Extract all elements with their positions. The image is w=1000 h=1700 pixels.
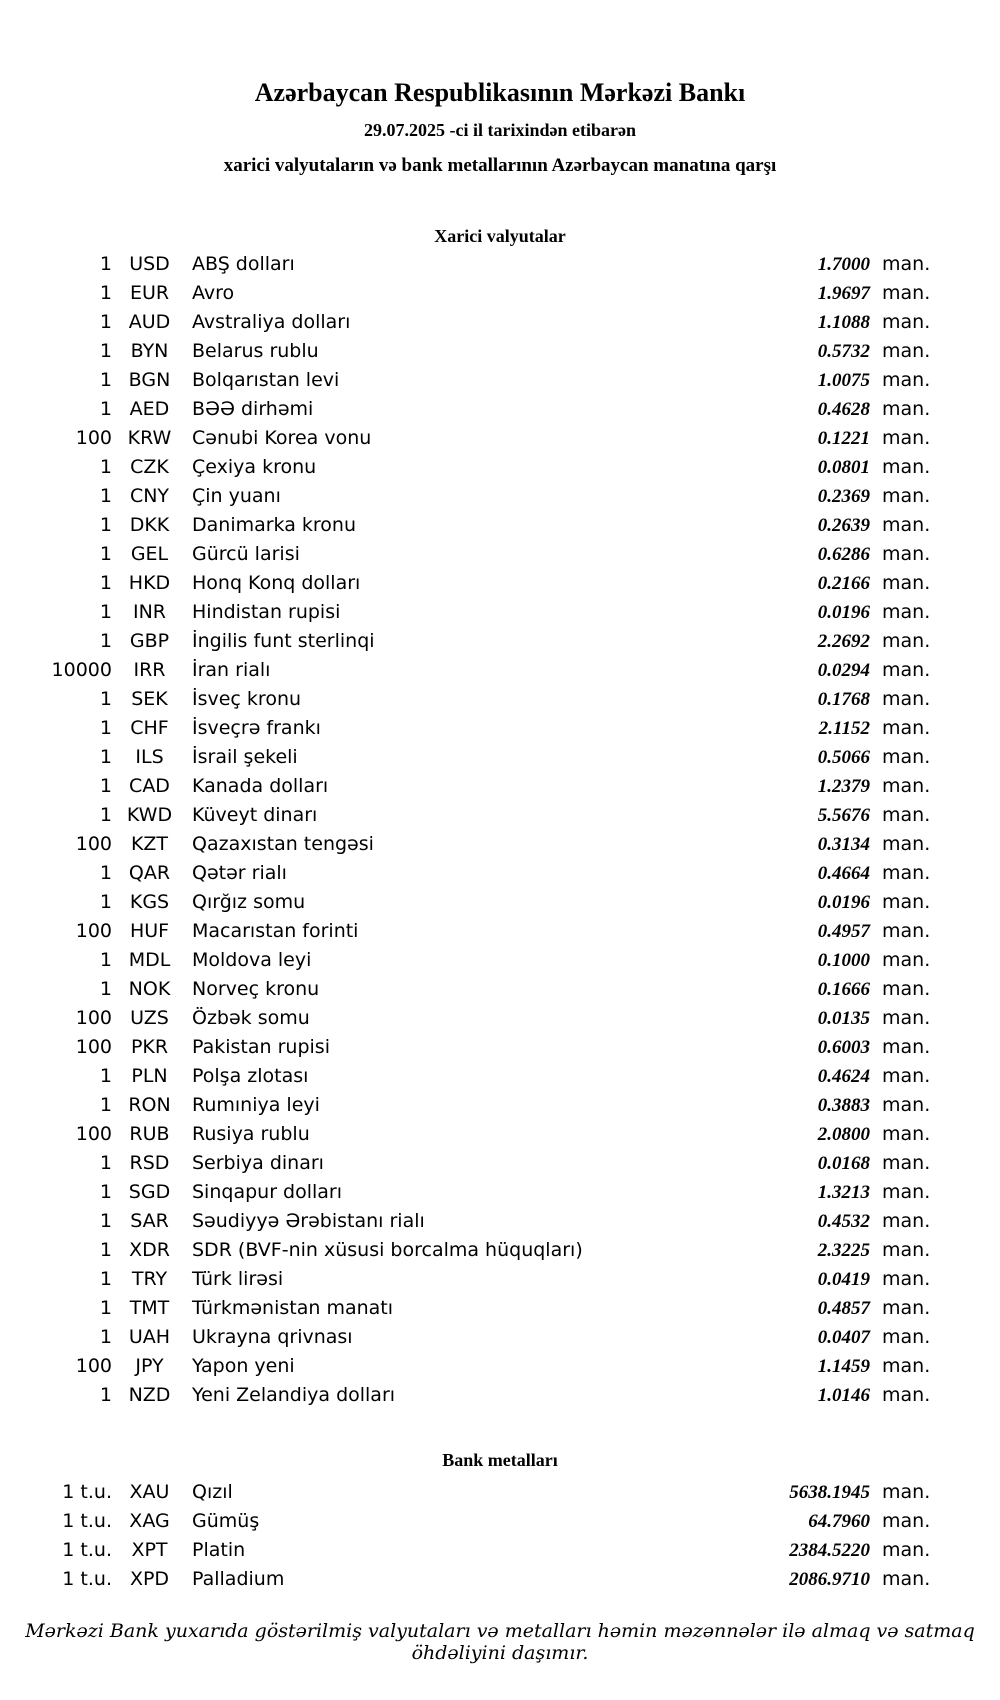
row-currency-name: Danimarka kronu [192, 514, 357, 536]
row-currency-name: Palladium [192, 1568, 285, 1590]
row-quantity: 10000 [51, 659, 112, 681]
row-currency-code: KGS [129, 891, 170, 913]
row-currency-code: RON [128, 1094, 171, 1116]
rate-row [0, 1565, 1000, 1594]
row-currency-name: Polşa zlotası [192, 1065, 309, 1087]
row-rate-value: 0.1666 [817, 979, 870, 1000]
row-currency-code: DKK [129, 514, 170, 536]
row-currency-name: Çin yuanı [192, 485, 281, 507]
row-currency-name: Özbək somu [192, 1007, 310, 1029]
row-quantity: 1 [99, 1297, 112, 1319]
row-quantity: 100 [75, 833, 112, 855]
row-currency-code: BGN [128, 369, 171, 391]
row-rate-value: 2.3225 [817, 1240, 870, 1261]
row-rate-value: 1.1459 [817, 1356, 870, 1377]
row-rate-value: 0.3883 [817, 1095, 870, 1116]
row-rate-value: 0.0294 [817, 660, 870, 681]
row-currency-name: İran rialı [192, 659, 271, 681]
row-rate-unit: man. [882, 775, 931, 797]
row-quantity: 1 [99, 1326, 112, 1348]
row-quantity: 1 [99, 369, 112, 391]
row-quantity: 1 [99, 572, 112, 594]
row-quantity: 1 [99, 1239, 112, 1261]
row-quantity: 1 t.u. [62, 1568, 112, 1590]
row-rate-unit: man. [882, 1094, 931, 1116]
row-currency-name: İsveç kronu [192, 688, 302, 710]
row-rate-value: 0.0407 [817, 1327, 870, 1348]
row-currency-code: IRR [133, 659, 166, 681]
row-currency-name: Rumıniya leyi [192, 1094, 320, 1116]
row-quantity: 1 [99, 688, 112, 710]
rate-row [0, 1149, 1000, 1178]
row-rate-unit: man. [882, 1181, 931, 1203]
row-rate-value: 1.3213 [817, 1182, 870, 1203]
row-quantity: 1 [99, 862, 112, 884]
row-rate-value: 2.0800 [817, 1124, 870, 1145]
row-currency-name: Qətər rialı [192, 862, 287, 884]
rate-row [0, 279, 1000, 308]
row-quantity: 1 [99, 311, 112, 333]
row-quantity: 1 [99, 1181, 112, 1203]
row-quantity: 1 [99, 514, 112, 536]
row-currency-name: Avro [192, 282, 235, 304]
row-quantity: 1 [99, 340, 112, 362]
row-rate-value: 0.2639 [817, 515, 870, 536]
disclaimer-text: Mərkəzi Bank yuxarıda göstərilmiş valyutaları və metalları həmin məzənnələr ilə almaq və satmaq öhdəliyini daşımır. [25, 1620, 975, 1664]
row-rate-unit: man. [882, 862, 931, 884]
row-rate-unit: man. [882, 1568, 931, 1590]
row-currency-code: MDL [128, 949, 171, 971]
row-currency-name: BƏƏ dirhəmi [192, 398, 314, 420]
row-quantity: 1 [99, 398, 112, 420]
row-rate-unit: man. [882, 688, 931, 710]
row-quantity: 100 [75, 1123, 112, 1145]
row-rate-value: 1.0075 [817, 370, 870, 391]
row-rate-unit: man. [882, 833, 931, 855]
row-quantity: 1 [99, 1210, 112, 1232]
rate-row [0, 975, 1000, 1004]
row-rate-unit: man. [882, 485, 931, 507]
rate-row [0, 598, 1000, 627]
row-rate-value: 0.0196 [817, 892, 870, 913]
row-rate-value: 0.4532 [817, 1211, 870, 1232]
row-rate-unit: man. [882, 891, 931, 913]
row-currency-name: Türkmənistan manatı [192, 1297, 394, 1319]
row-currency-code: HKD [128, 572, 171, 594]
row-currency-name: Qırğız somu [192, 891, 306, 913]
row-rate-unit: man. [882, 543, 931, 565]
row-rate-unit: man. [882, 746, 931, 768]
row-quantity: 1 [99, 978, 112, 1000]
row-currency-code: SEK [131, 688, 168, 710]
row-rate-value: 0.2166 [817, 573, 870, 594]
row-rate-unit: man. [882, 601, 931, 623]
row-currency-code: GEL [130, 543, 169, 565]
row-currency-code: UAH [128, 1326, 171, 1348]
row-currency-name: Ukrayna qrivnası [192, 1326, 353, 1348]
row-currency-code: XAG [129, 1510, 170, 1532]
rate-row [0, 830, 1000, 859]
row-quantity: 1 [99, 630, 112, 652]
row-currency-code: TRY [131, 1268, 168, 1290]
row-quantity: 100 [75, 1036, 112, 1058]
row-currency-code: CNY [129, 485, 170, 507]
row-currency-name: Bolqarıstan levi [192, 369, 340, 391]
row-currency-code: USD [129, 253, 170, 275]
row-currency-name: Moldova leyi [192, 949, 312, 971]
row-quantity: 1 [99, 746, 112, 768]
currencies-table [0, 250, 1000, 1410]
row-currency-code: GBP [129, 630, 170, 652]
rate-row [0, 511, 1000, 540]
row-currency-code: SGD [128, 1181, 171, 1203]
row-currency-name: Cənubi Korea vonu [192, 427, 372, 449]
rate-row [0, 917, 1000, 946]
row-rate-unit: man. [882, 1210, 931, 1232]
row-rate-unit: man. [882, 630, 931, 652]
row-rate-unit: man. [882, 1036, 931, 1058]
row-quantity: 1 [99, 601, 112, 623]
row-rate-value: 0.1768 [817, 689, 870, 710]
row-rate-unit: man. [882, 659, 931, 681]
rate-row [0, 308, 1000, 337]
row-rate-value: 5638.1945 [789, 1482, 870, 1503]
row-quantity: 1 [99, 775, 112, 797]
rate-row [0, 772, 1000, 801]
row-quantity: 1 [99, 891, 112, 913]
row-currency-name: Qazaxıstan tengəsi [192, 833, 374, 855]
row-rate-value: 0.0135 [817, 1008, 870, 1029]
row-rate-value: 64.7960 [808, 1511, 870, 1532]
row-currency-name: Türk lirəsi [192, 1268, 284, 1290]
rate-row [0, 1207, 1000, 1236]
row-currency-name: Sinqapur dolları [192, 1181, 343, 1203]
rate-row [0, 540, 1000, 569]
row-rate-value: 0.3134 [817, 834, 870, 855]
rate-row [0, 627, 1000, 656]
row-rate-value: 0.5732 [817, 341, 870, 362]
row-rate-value: 1.9697 [817, 283, 870, 304]
row-quantity: 1 [99, 456, 112, 478]
row-quantity: 1 [99, 949, 112, 971]
row-quantity: 1 [99, 485, 112, 507]
row-rate-value: 0.4957 [817, 921, 870, 942]
row-quantity: 1 [99, 1065, 112, 1087]
row-rate-unit: man. [882, 804, 931, 826]
row-currency-name: İsrail şekeli [192, 746, 298, 768]
row-currency-name: Pakistan rupisi [192, 1036, 330, 1058]
row-rate-unit: man. [882, 282, 931, 304]
rate-row [0, 859, 1000, 888]
row-currency-code: EUR [129, 282, 170, 304]
row-rate-value: 5.5676 [817, 805, 870, 826]
row-currency-code: XDR [129, 1239, 170, 1261]
row-quantity: 1 [99, 253, 112, 275]
row-rate-unit: man. [882, 1510, 931, 1532]
row-currency-name: Hindistan rupisi [192, 601, 341, 623]
row-rate-value: 1.7000 [817, 254, 870, 275]
rate-row [0, 1507, 1000, 1536]
row-currency-name: İsveçrə frankı [192, 717, 321, 739]
row-rate-unit: man. [882, 311, 931, 333]
row-rate-unit: man. [882, 1384, 931, 1406]
rate-row [0, 1004, 1000, 1033]
row-quantity: 1 [99, 1152, 112, 1174]
rate-row [0, 569, 1000, 598]
row-currency-name: Platin [192, 1539, 246, 1561]
row-rate-value: 0.4624 [817, 1066, 870, 1087]
row-currency-name: Rusiya rublu [192, 1123, 310, 1145]
row-rate-unit: man. [882, 340, 931, 362]
row-quantity: 1 t.u. [62, 1539, 112, 1561]
row-rate-unit: man. [882, 920, 931, 942]
row-rate-unit: man. [882, 1152, 931, 1174]
row-currency-code: PKR [130, 1036, 169, 1058]
row-currency-code: CHF [130, 717, 169, 739]
row-rate-value: 2384.5220 [789, 1540, 870, 1561]
rate-row [0, 482, 1000, 511]
row-currency-code: TMT [129, 1297, 170, 1319]
row-currency-name: Yapon yeni [192, 1355, 295, 1377]
row-rate-unit: man. [882, 1065, 931, 1087]
rate-row [0, 714, 1000, 743]
rate-row [0, 1323, 1000, 1352]
row-currency-code: XPT [131, 1539, 168, 1561]
row-currency-code: XAU [129, 1481, 170, 1503]
row-rate-unit: man. [882, 1326, 931, 1348]
subtitle: xarici valyutaların və bank metallarının Azərbaycan manatına qarşı [223, 155, 777, 176]
rate-row [0, 1536, 1000, 1565]
section-title-metals: Bank metalları [442, 1450, 558, 1470]
row-quantity: 100 [75, 1355, 112, 1377]
rate-row [0, 1352, 1000, 1381]
metals-table [0, 1478, 1000, 1594]
row-quantity: 100 [75, 1007, 112, 1029]
row-rate-unit: man. [882, 1297, 931, 1319]
row-currency-name: İngilis funt sterlinqi [192, 630, 375, 652]
row-rate-unit: man. [882, 1007, 931, 1029]
row-rate-value: 0.4628 [817, 399, 870, 420]
row-currency-code: SAR [130, 1210, 169, 1232]
rate-row [0, 424, 1000, 453]
row-currency-name: Norveç kronu [192, 978, 320, 1000]
row-currency-name: Macarıstan forinti [192, 920, 359, 942]
row-currency-code: AUD [128, 311, 171, 333]
rate-row [0, 1294, 1000, 1323]
row-currency-code: JPY [135, 1355, 164, 1377]
rate-row [0, 1478, 1000, 1507]
row-quantity: 1 t.u. [62, 1481, 112, 1503]
row-currency-code: INR [132, 601, 167, 623]
rate-row [0, 1236, 1000, 1265]
row-currency-name: Səudiyyə Ərəbistanı rialı [192, 1210, 425, 1232]
row-rate-unit: man. [882, 717, 931, 739]
row-currency-code: UZS [130, 1007, 169, 1029]
row-quantity: 1 [99, 1094, 112, 1116]
row-quantity: 1 [99, 282, 112, 304]
row-rate-value: 2.1152 [818, 718, 870, 739]
row-currency-name: SDR (BVF-nin xüsusi borcalma hüquqları) [192, 1239, 583, 1261]
row-rate-value: 0.1221 [817, 428, 870, 449]
row-rate-unit: man. [882, 427, 931, 449]
row-quantity: 100 [75, 920, 112, 942]
row-currency-name: Honq Konq dolları [192, 572, 361, 594]
row-rate-value: 0.0419 [817, 1269, 870, 1290]
row-currency-name: Gürcü larisi [192, 543, 300, 565]
rate-row [0, 395, 1000, 424]
rate-row [0, 337, 1000, 366]
row-rate-unit: man. [882, 1123, 931, 1145]
row-currency-name: Yeni Zelandiya dolları [192, 1384, 396, 1406]
row-currency-code: PLN [131, 1065, 168, 1087]
rate-row [0, 888, 1000, 917]
row-rate-unit: man. [882, 456, 931, 478]
row-rate-value: 0.4664 [817, 863, 870, 884]
row-rate-value: 1.2379 [817, 776, 870, 797]
row-rate-unit: man. [882, 253, 931, 275]
row-rate-unit: man. [882, 1355, 931, 1377]
row-currency-name: Çexiya kronu [192, 456, 317, 478]
effective-date-line: 29.07.2025 -ci il tarixindən etibarən [364, 120, 636, 140]
rate-row [0, 366, 1000, 395]
row-rate-value: 0.1000 [817, 950, 870, 971]
row-rate-value: 1.1088 [817, 312, 870, 333]
row-rate-unit: man. [882, 572, 931, 594]
row-quantity: 1 [99, 543, 112, 565]
row-rate-value: 0.0196 [817, 602, 870, 623]
row-currency-code: AED [129, 398, 170, 420]
row-currency-code: CZK [130, 456, 169, 478]
row-quantity: 1 t.u. [62, 1510, 112, 1532]
row-currency-code: BYN [130, 340, 169, 362]
row-rate-value: 0.0801 [817, 457, 870, 478]
row-currency-name: Gümüş [192, 1510, 260, 1532]
row-quantity: 1 [99, 1384, 112, 1406]
row-currency-name: Qızıl [192, 1481, 233, 1503]
row-currency-name: Serbiya dinarı [192, 1152, 324, 1174]
rate-row [0, 1381, 1000, 1410]
row-quantity: 100 [75, 427, 112, 449]
row-currency-code: NOK [128, 978, 171, 1000]
row-rate-unit: man. [882, 1481, 931, 1503]
row-currency-code: RSD [129, 1152, 170, 1174]
rate-row [0, 743, 1000, 772]
row-rate-unit: man. [882, 1268, 931, 1290]
row-currency-code: QAR [128, 862, 171, 884]
rate-row [0, 1033, 1000, 1062]
row-currency-code: HUF [129, 920, 170, 942]
rate-row [0, 453, 1000, 482]
rate-row [0, 656, 1000, 685]
row-rate-unit: man. [882, 1539, 931, 1561]
row-currency-code: NZD [128, 1384, 171, 1406]
row-currency-code: XPD [129, 1568, 170, 1590]
row-currency-name: Küveyt dinarı [192, 804, 318, 826]
page-title: Azərbaycan Respublikasının Mərkəzi Bankı [254, 78, 746, 107]
row-rate-unit: man. [882, 514, 931, 536]
row-rate-value: 0.6286 [817, 544, 870, 565]
row-currency-code: CAD [129, 775, 170, 797]
rate-row [0, 946, 1000, 975]
row-currency-code: KZT [130, 833, 169, 855]
row-quantity: 1 [99, 717, 112, 739]
row-rate-value: 0.6003 [817, 1037, 870, 1058]
row-rate-value: 0.5066 [817, 747, 870, 768]
row-rate-unit: man. [882, 978, 931, 1000]
row-rate-value: 0.4857 [817, 1298, 870, 1319]
row-currency-name: Avstraliya dolları [192, 311, 351, 333]
row-currency-name: Belarus rublu [192, 340, 319, 362]
row-currency-name: Kanada dolları [192, 775, 329, 797]
row-rate-unit: man. [882, 949, 931, 971]
row-quantity: 1 [99, 804, 112, 826]
row-rate-unit: man. [882, 398, 931, 420]
row-rate-unit: man. [882, 369, 931, 391]
row-currency-code: RUB [129, 1123, 170, 1145]
row-currency-code: ILS [135, 746, 164, 768]
row-rate-value: 1.0146 [817, 1385, 870, 1406]
row-rate-value: 0.0168 [817, 1153, 870, 1174]
rate-row [0, 250, 1000, 279]
rate-row [0, 1062, 1000, 1091]
rate-row [0, 1120, 1000, 1149]
section-title-currencies: Xarici valyutalar [434, 226, 566, 246]
row-currency-code: KWD [126, 804, 173, 826]
row-rate-unit: man. [882, 1239, 931, 1261]
row-quantity: 1 [99, 1268, 112, 1290]
rate-row [0, 1265, 1000, 1294]
rate-row [0, 1178, 1000, 1207]
row-rate-value: 0.2369 [817, 486, 870, 507]
row-currency-code: KRW [127, 427, 172, 449]
row-rate-value: 2086.9710 [789, 1569, 870, 1590]
rate-row [0, 1091, 1000, 1120]
row-rate-value: 2.2692 [817, 631, 870, 652]
rate-row [0, 685, 1000, 714]
row-currency-name: ABŞ dolları [192, 253, 295, 275]
rate-row [0, 801, 1000, 830]
